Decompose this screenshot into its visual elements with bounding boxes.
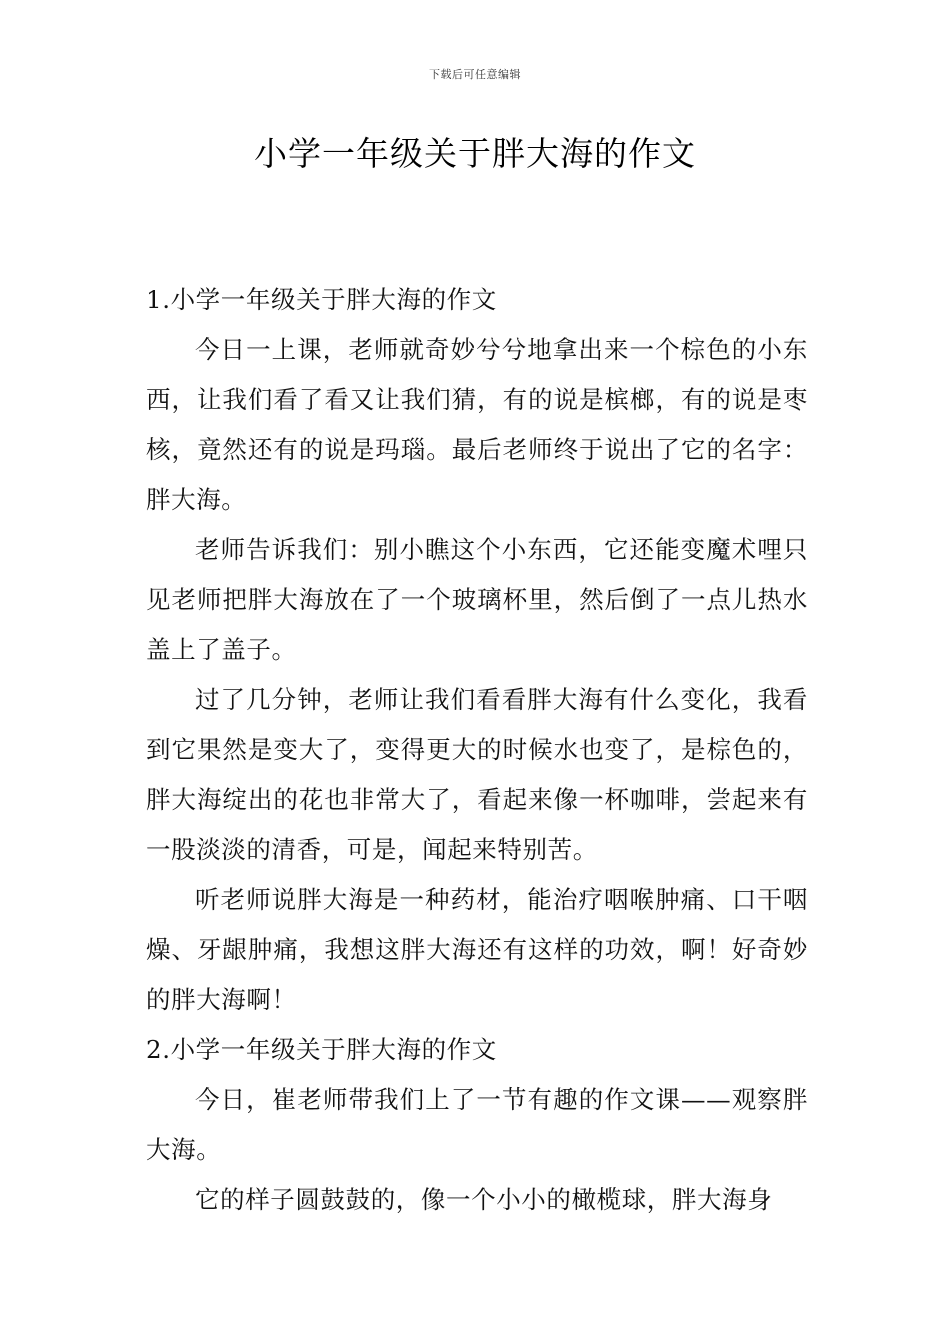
section-heading: 2.小学一年级关于胖大海的作文 (146, 1035, 497, 1064)
paragraph: 今日一上课，老师就奇妙兮兮地拿出来一个棕色的小东西，让我们看了看又让我们猜，有的说是槟榔，有的说是枣核，竟然还有的说是玛瑙。最后老师终于说出了它的名字：胖大海。 (146, 335, 808, 514)
page-title: 小学一年级关于胖大海的作文 (254, 134, 696, 173)
paragraph: 老师告诉我们：别小瞧这个小东西，它还能变魔术哩只见老师把胖大海放在了一个玻璃杯里，然后倒了一点儿热水盖上了盖子。 (146, 535, 808, 664)
header-note: 下载后可任意编辑 (429, 68, 521, 81)
paragraph: 它的样子圆鼓鼓的，像一个小小的橄榄球，胖大海身 (195, 1185, 773, 1214)
paragraph: 今日，崔老师带我们上了一节有趣的作文课——观察胖大海。 (146, 1085, 808, 1164)
document-body (146, 275, 808, 1225)
paragraph: 过了几分钟，老师让我们看看胖大海有什么变化，我看到它果然是变大了，变得更大的时候水也变了，是棕色的，胖大海绽出的花也非常大了，看起来像一杯咖啡，尝起来有一股淡淡的清香，可是，闻起来特别苦。 (146, 685, 808, 864)
section-2 (146, 1025, 808, 1225)
paragraph: 听老师说胖大海是一种药材，能治疗咽喉肿痛、口干咽燥、牙龈肿痛，我想这胖大海还有这样的功效，啊！好奇妙的胖大海啊！ (146, 885, 808, 1014)
section-1 (146, 275, 808, 1025)
section-heading: 1.小学一年级关于胖大海的作文 (146, 285, 497, 314)
